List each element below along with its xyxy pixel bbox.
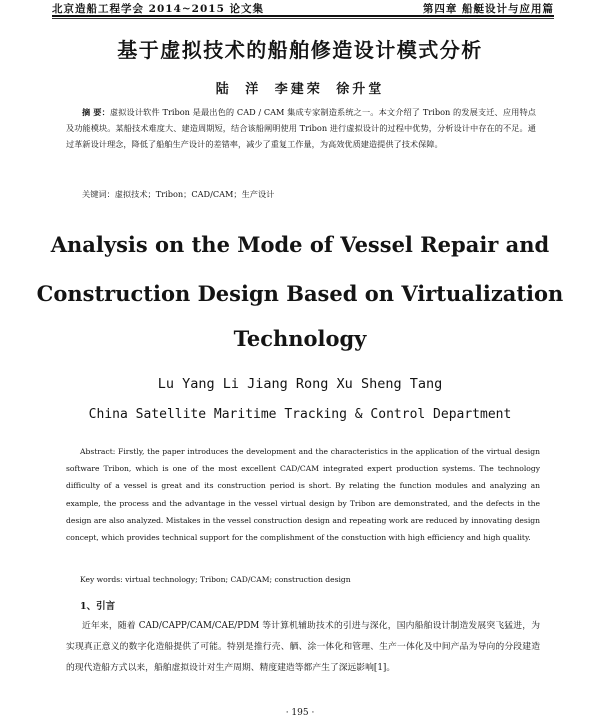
english-title-line-3: Technology [233,326,367,351]
english-keywords-text: virtual technology; Tribon; CAD/CAM; construction design [125,575,351,584]
introduction-paragraph: 近年来，随着 CAD/CAPP/CAM/CAE/PDM 等计算机辅助技术的引进与深化，国内船舶设计制造发展突飞猛进，为实现真正意义的数字化造船提供了可能。特别是推行壳、舾、涂一体化和管理、生产一体化及中间产品为导向的分段建造的现代造船方式以来，船舶虚拟设计对生产周期、精度建造等都产生了深远影响[1]。 [66,621,540,673]
header-rule-thin [52,18,554,19]
header-proceedings-title: 北京造船工程学会 2014~2015 论文集 [52,3,265,15]
header-rule [52,15,554,17]
english-keywords-label: Key words: [80,575,123,584]
english-abstract-label: Abstract: [80,447,116,456]
section-heading-introduction: 1、引言 [80,601,116,612]
chinese-title: 基于虚拟技术的船舶修造设计模式分析 [117,38,483,62]
english-title-line-1: Analysis on the Mode of Vessel Repair and [50,232,550,257]
chinese-keywords-label: 关键词： [82,189,115,199]
chinese-abstract-text: 虚拟设计软件 Tribon 是最出色的 CAD / CAM 集成专家制造系统之一。本文介绍了 Tribon 的发展支迁、应用特点及功能模块。某船技术难度大、建造周期短，结合该船阐明使用 Tribon 进行虚拟设计的过程中优势，分析设计中存在的不足。通过革新设计理念，降低了船舶生产设计的差错率，减少了重复工作量，为高效优质建造提供了技术保障。 [66,107,536,149]
chinese-keywords-text: 虚拟技术；Tribon；CAD/CAM；生产设计 [114,189,275,199]
chinese-authors: 陆 洋 李建荣 徐升堂 [215,82,385,97]
header-chapter-title: 第四章 船艇设计与应用篇 [422,3,554,15]
chinese-keywords [66,186,536,202]
chinese-abstract [66,104,536,152]
english-keywords [80,575,351,584]
english-abstract-text: Firstly, the paper introduces the development and the characteristics in the application of the virtual design software Tribon, which is one of the most excellent CAD/CAM integrated expert production systems. The technology difficulty of a vessel is great and its construction period is short. By relating the function modules and analyzing an example, the process and the advantage in the vessel virtual design by Tribon are demonstrated, and the defects in the design are also analyzed. Mistakes in the vessel construction design and repeating work are reduced by innovating design concept, which provides technical support for the complishment of the constuction with high efficiency and high quality. [66,447,540,543]
page-number: · 195 · [285,708,315,718]
english-title-line-2: Construction Design Based on Virtualization [36,281,564,306]
english-authors: Lu Yang Li Jiang Rong Xu Sheng Tang [157,376,443,392]
running-header [52,0,554,15]
chinese-abstract-label: 摘 要： [82,107,110,117]
english-affiliation: China Satellite Maritime Tracking & Control Department [88,407,512,422]
english-abstract [66,443,540,546]
